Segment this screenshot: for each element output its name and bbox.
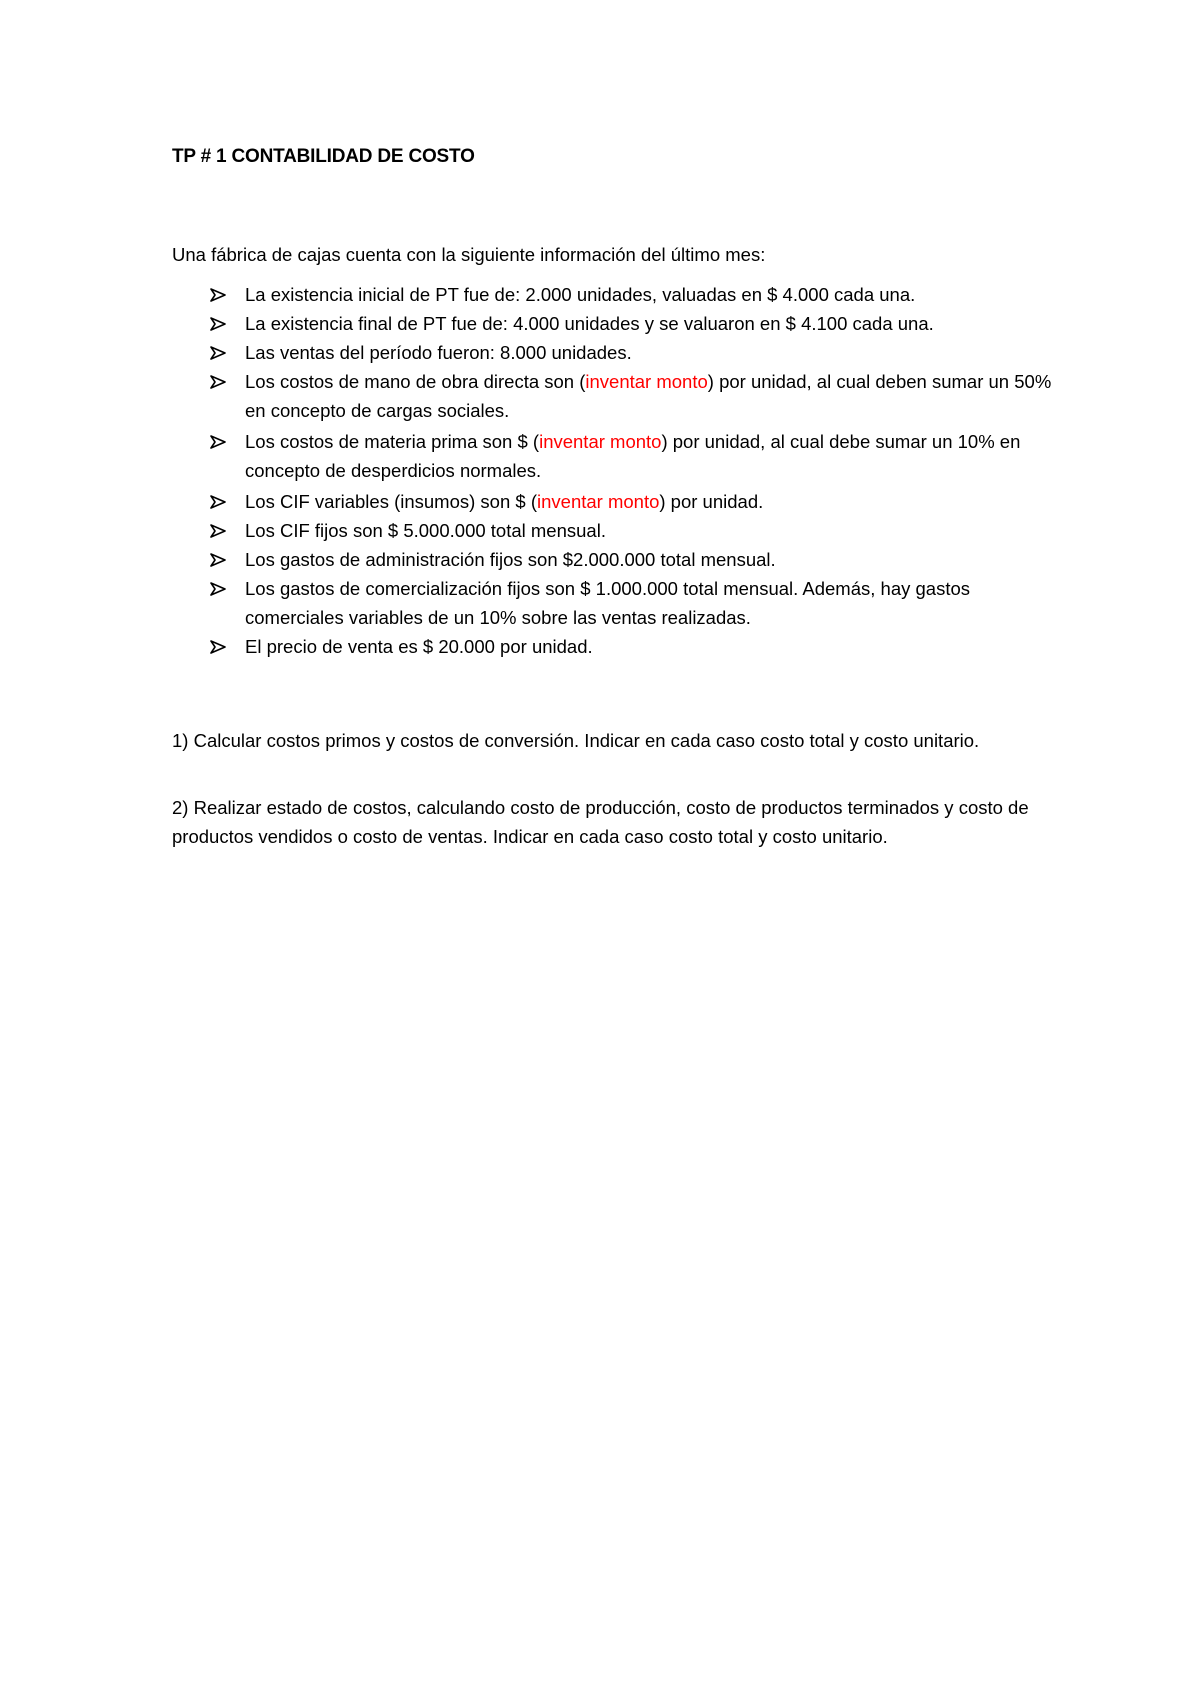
list-item-text-pre: Los costos de mano de obra directa son ( — [245, 371, 586, 392]
list-item — [172, 574, 1052, 632]
list-item-text-post: ) por unidad, al cual deben sumar un 50% en concepto de cargas sociales. — [245, 371, 1052, 421]
list-item-text: La existencia inicial de PT fue de: 2.000 unidades, valuadas en $ 4.000 cada una. — [245, 284, 916, 305]
list-item-text: Las ventas del período fueron: 8.000 unidades. — [245, 342, 632, 363]
question-1: 1) Calcular costos primos y costos de conversión. Indicar en cada caso costo total y costo unitario. — [172, 730, 980, 751]
list-item — [172, 487, 1052, 516]
arrowhead-bullet-icon — [210, 553, 226, 567]
list-item-text-post: ) por unidad, al cual debe sumar un 10% en concepto de desperdicios normales. — [245, 431, 1021, 481]
list-item — [172, 367, 1052, 425]
arrowhead-bullet-icon — [210, 524, 226, 538]
list-item — [172, 545, 1052, 574]
list-item — [172, 427, 1052, 485]
list-item — [172, 516, 1052, 545]
placeholder-highlight: inventar monto — [539, 431, 662, 452]
arrowhead-bullet-icon — [210, 582, 226, 596]
arrowhead-bullet-icon — [210, 288, 226, 302]
list-item — [172, 632, 1052, 661]
arrowhead-bullet-icon — [210, 640, 226, 654]
list-item — [172, 280, 1052, 309]
arrowhead-bullet-icon — [210, 495, 226, 509]
question-2: 2) Realizar estado de costos, calculando costo de producción, costo de productos terminados y costo de productos vendidos o costo de ventas. Indicar en cada caso costo total y costo unitario. — [172, 797, 1029, 847]
data-list — [172, 280, 1052, 661]
list-item-text: La existencia final de PT fue de: 4.000 unidades y se valuaron en $ 4.100 cada una. — [245, 313, 934, 334]
document-title: TP # 1 CONTABILIDAD DE COSTO — [172, 146, 475, 167]
list-item — [172, 338, 1052, 367]
arrowhead-bullet-icon — [210, 317, 226, 331]
arrowhead-bullet-icon — [210, 346, 226, 360]
list-item-text-pre: Los CIF variables (insumos) son $ ( — [245, 491, 537, 512]
list-item-text: Los gastos de comercialización fijos son $ 1.000.000 total mensual. Además, hay gastos comerciales variables de un 10% sobre las ventas realizadas. — [245, 578, 971, 628]
list-item-text-pre: Los costos de materia prima son $ ( — [245, 431, 540, 452]
placeholder-highlight: inventar monto — [537, 491, 660, 512]
placeholder-highlight: inventar monto — [585, 371, 708, 392]
list-item-text: Los CIF fijos son $ 5.000.000 total mensual. — [245, 520, 606, 541]
list-item — [172, 309, 1052, 338]
list-item-text: Los gastos de administración fijos son $2.000.000 total mensual. — [245, 549, 776, 570]
list-item-text-post: ) por unidad. — [659, 491, 764, 512]
intro-paragraph: Una fábrica de cajas cuenta con la siguiente información del último mes: — [172, 244, 766, 265]
arrowhead-bullet-icon — [210, 435, 226, 449]
list-item-text: El precio de venta es $ 20.000 por unidad. — [245, 636, 593, 657]
arrowhead-bullet-icon — [210, 375, 226, 389]
